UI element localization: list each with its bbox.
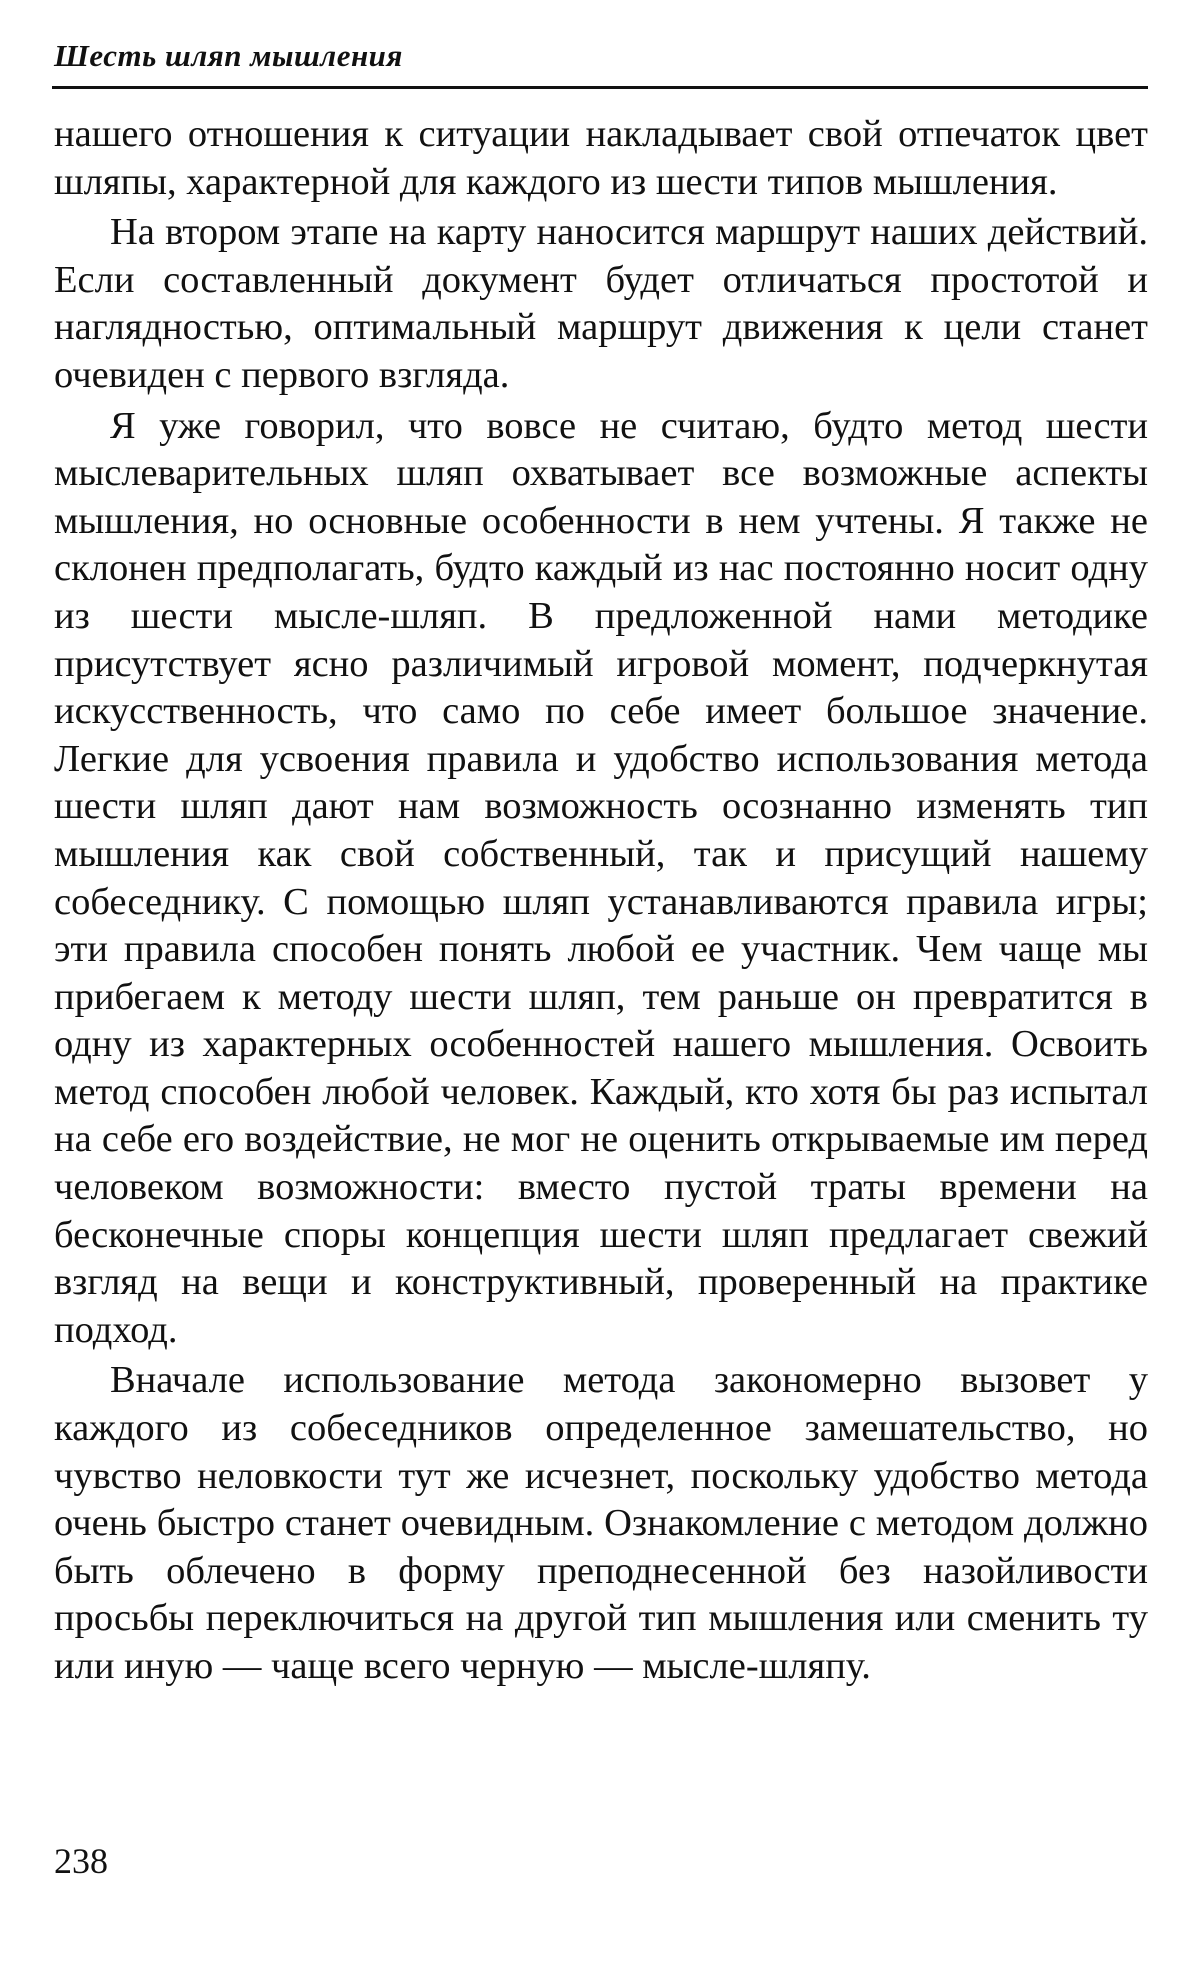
paragraph: Я уже говорил, что вовсе не считаю, будто метод шести мыслеварительных шляп охватывает все возможные аспекты мышления, но основные особенности в нем учтены. Я также не склонен предполагать, будто каждый из нас постоянно носит одну из шести мысле-шляп. В предложенной нами методике присутствует ясно различимый игровой момент, подчеркнутая искусственность, что само по себе имеет большое значение. Легкие для усвоения правила и удобство использования метода шести шляп дают нам возможность осознанно изменять тип мышления как свой собственный, так и присущий нашему собеседнику. С помощью шляп устанавливаются правила игры; эти правила способен понять любой ее участник. Чем чаще мы прибегаем к методу шести шляп, тем раньше он превратится в одну из характерных особенностей нашего мышления. Освоить метод способен любой человек. Каждый, кто хотя бы раз испытал на себе его воздействие, не мог не оценить открываемые им перед человеком возможности: вместо пустой траты времени на бесконечные споры концепция шести шляп предлагает свежий взгляд на вещи и конструктивный, проверенный на практике подход. — [54, 404, 1148, 1351]
paragraph-continuation: нашего отношения к ситуации накладывает свой отпечаток цвет шляпы, характерной для каждого из шести типов мышления. — [54, 113, 1148, 203]
running-header-title: Шесть шляп мышления — [54, 38, 403, 73]
header-rule — [52, 86, 1148, 89]
body-text — [54, 111, 1148, 1694]
paragraph: На втором этапе на карту наносится маршрут наших действий. Если составленный документ будет отличаться простотой и наглядностью, оптимальный маршрут движения к цели станет очевиден с первого взгляда. — [54, 211, 1148, 396]
page-number: 238 — [54, 1841, 108, 1881]
paragraph: Вначале использование метода закономерно вызовет у каждого из собеседников определенное замешательство, но чувство неловкости тут же исчезнет, поскольку удобство метода очень быстро станет очевидным. Ознакомление с методом должно быть облечено в форму преподнесенной без назойливости просьбы переключиться на другой тип мышления или сменить ту или иную — чаще всего черную — мысле-шляпу. — [54, 1359, 1148, 1687]
